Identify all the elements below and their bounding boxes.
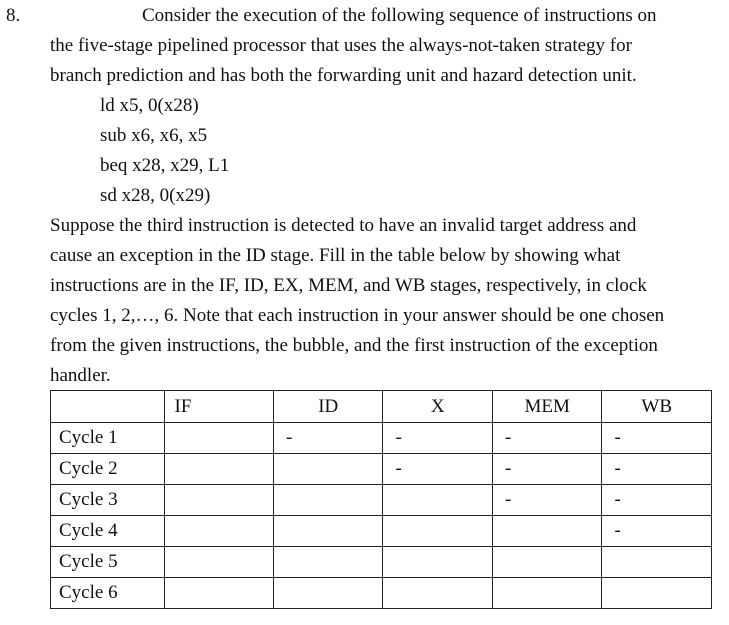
table-row [51,454,712,485]
instruction-line: ld x5, 0(x28) [100,95,199,116]
paragraph-2-line: Suppose the third instruction is detected to have an invalid target address and [50,215,637,236]
table-cell[interactable] [273,547,382,578]
header-cell-if: IF [164,391,273,423]
table-cell[interactable] [383,578,492,609]
pipeline-table [50,390,712,609]
table-cell[interactable] [273,454,382,485]
row-label: Cycle 1 [51,423,165,454]
table-row [51,516,712,547]
row-label: Cycle 6 [51,578,165,609]
table-cell[interactable] [492,516,601,547]
header-cell [51,391,165,423]
paragraph-2-line: cause an exception in the ID stage. Fill in the table below by showing what [50,245,621,266]
paragraph-2-line: cycles 1, 2,…, 6. Note that each instruction in your answer should be one chosen [50,305,665,326]
table-cell[interactable] [383,485,492,516]
header-cell-wb: WB [602,391,712,423]
table-cell[interactable] [164,547,273,578]
table-cell[interactable] [602,547,712,578]
header-cell-ex: X [383,391,492,423]
header-cell-mem: MEM [492,391,601,423]
header-cell-id: ID [273,391,382,423]
table-row [51,578,712,609]
table-row [51,485,712,516]
table-row [51,547,712,578]
table-cell[interactable] [273,578,382,609]
paragraph-2-line: handler. [50,365,111,386]
table-cell[interactable]: - [602,516,712,547]
table-cell[interactable]: - [602,454,712,485]
table-cell[interactable] [164,578,273,609]
paragraph-2-line: instructions are in the IF, ID, EX, MEM, and WB stages, respectively, in clock [50,275,647,296]
table-row [51,423,712,454]
table-cell[interactable]: - [602,423,712,454]
table-cell[interactable] [602,578,712,609]
table-cell[interactable] [273,485,382,516]
row-label: Cycle 4 [51,516,165,547]
paragraph-2-line: from the given instructions, the bubble, and the first instruction of the exception [50,335,658,356]
table-cell[interactable] [383,547,492,578]
table-cell[interactable] [492,547,601,578]
question-number: 8. [6,5,21,26]
table-cell[interactable]: - [492,423,601,454]
row-label: Cycle 3 [51,485,165,516]
table-cell[interactable]: - [383,454,492,485]
table-cell[interactable] [383,516,492,547]
table-header-row [51,391,712,423]
instruction-line: sd x28, 0(x29) [100,185,211,206]
table-cell[interactable] [273,516,382,547]
paragraph-1-line: branch prediction and has both the forwarding unit and hazard detection unit. [50,65,637,86]
table-cell[interactable]: - [492,485,601,516]
table-cell[interactable]: - [602,485,712,516]
paragraph-1-line: Consider the execution of the following sequence of instructions on [142,5,657,26]
paragraph-1-line: the five-stage pipelined processor that uses the always-not-taken strategy for [50,35,632,56]
table-cell[interactable] [492,578,601,609]
table-cell[interactable]: - [492,454,601,485]
table-cell[interactable]: - [383,423,492,454]
table-cell[interactable] [164,485,273,516]
table-cell[interactable] [164,423,273,454]
row-label: Cycle 2 [51,454,165,485]
instruction-line: beq x28, x29, L1 [100,155,230,176]
table-cell[interactable]: - [273,423,382,454]
row-label: Cycle 5 [51,547,165,578]
instruction-line: sub x6, x6, x5 [100,125,208,146]
table-cell[interactable] [164,516,273,547]
table-cell[interactable] [164,454,273,485]
